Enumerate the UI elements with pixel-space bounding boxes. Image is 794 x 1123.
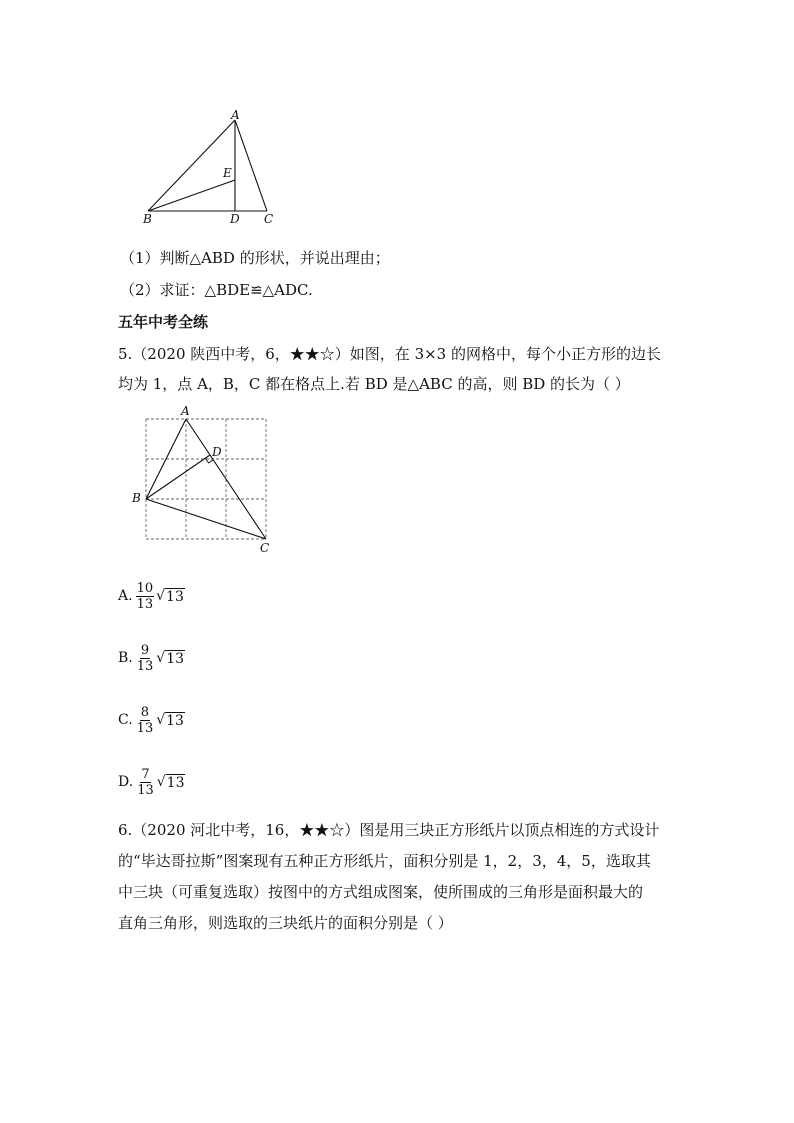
label-a: A xyxy=(181,404,190,418)
triangle-figure-1 xyxy=(140,108,280,228)
q5-line2: 均为 1，点 A，B，C 都在格点上.若 BD 是△ABC 的高，则 BD 的长为（ ） xyxy=(118,375,630,393)
radicand: 13 xyxy=(166,774,185,791)
q6-line4: 直角三角形，则选取的三块纸片的面积分别是（ ） xyxy=(118,914,453,932)
denominator: 13 xyxy=(136,596,154,612)
square-root xyxy=(156,712,185,729)
square-root xyxy=(157,774,186,791)
label-b: B xyxy=(132,491,141,505)
segment-ab xyxy=(148,120,235,211)
fraction xyxy=(136,705,155,736)
grid-figure-q5 xyxy=(128,404,283,556)
grid-lines xyxy=(146,419,266,539)
choice-b[interactable] xyxy=(118,636,185,680)
radicand: 13 xyxy=(166,588,184,605)
label-a: A xyxy=(231,108,240,122)
radical-sign-icon: √ xyxy=(156,650,166,666)
label-b: B xyxy=(143,212,152,226)
numerator: 8 xyxy=(140,704,150,720)
radicand: 13 xyxy=(166,650,185,667)
segment-ac xyxy=(235,120,267,211)
label-c: C xyxy=(264,212,274,226)
choice-letter: A. xyxy=(118,588,133,604)
choice-letter: B. xyxy=(118,650,133,666)
q6-line1: 6.（2020 河北中考，16，★★☆）图是用三块正方形纸片以顶点相连的方式设计 xyxy=(118,821,660,839)
choice-c[interactable] xyxy=(118,698,185,742)
section-title: 五年中考全练 xyxy=(118,313,209,331)
numerator: 10 xyxy=(136,580,154,596)
numerator: 7 xyxy=(141,766,150,782)
fraction xyxy=(136,767,155,798)
label-d: D xyxy=(230,212,240,226)
choice-d[interactable] xyxy=(118,760,185,804)
q6-line3: 中三块（可重复选取）按图中的方式组成图案，使所围成的三角形是面积最大的 xyxy=(118,883,644,901)
numerator: 9 xyxy=(140,642,150,658)
radical-sign-icon: √ xyxy=(156,774,166,790)
denominator: 13 xyxy=(136,658,154,674)
fraction xyxy=(136,643,155,674)
fraction xyxy=(136,581,155,612)
choice-letter: D. xyxy=(118,774,134,790)
square-root xyxy=(156,650,185,667)
label-c: C xyxy=(260,541,270,555)
q4-part2: （2）求证：△BDE≌△ADC. xyxy=(120,281,313,299)
choice-letter: C. xyxy=(118,712,133,728)
radicand: 13 xyxy=(166,712,184,729)
radical-sign-icon: √ xyxy=(156,712,166,728)
q6-line2: 的“毕达哥拉斯”图案现有五种正方形纸片，面积分别是 1，2，3，4，5，选取其 xyxy=(118,852,651,870)
square-root xyxy=(156,588,185,605)
choice-a[interactable] xyxy=(118,574,185,618)
denominator: 13 xyxy=(136,720,154,736)
q4-part1: （1）判断△ABD 的形状，并说出理由； xyxy=(120,249,390,267)
radical-sign-icon: √ xyxy=(156,588,166,604)
segment-bc xyxy=(146,499,266,539)
label-d: D xyxy=(212,445,222,459)
q5-line1: 5.（2020 陕西中考，6，★★☆）如图，在 3×3 的网格中，每个小正方形的边长 xyxy=(118,345,661,363)
label-e: E xyxy=(223,166,232,180)
denominator: 13 xyxy=(137,782,154,798)
segment-bd xyxy=(146,455,210,499)
segment-be xyxy=(148,180,235,211)
